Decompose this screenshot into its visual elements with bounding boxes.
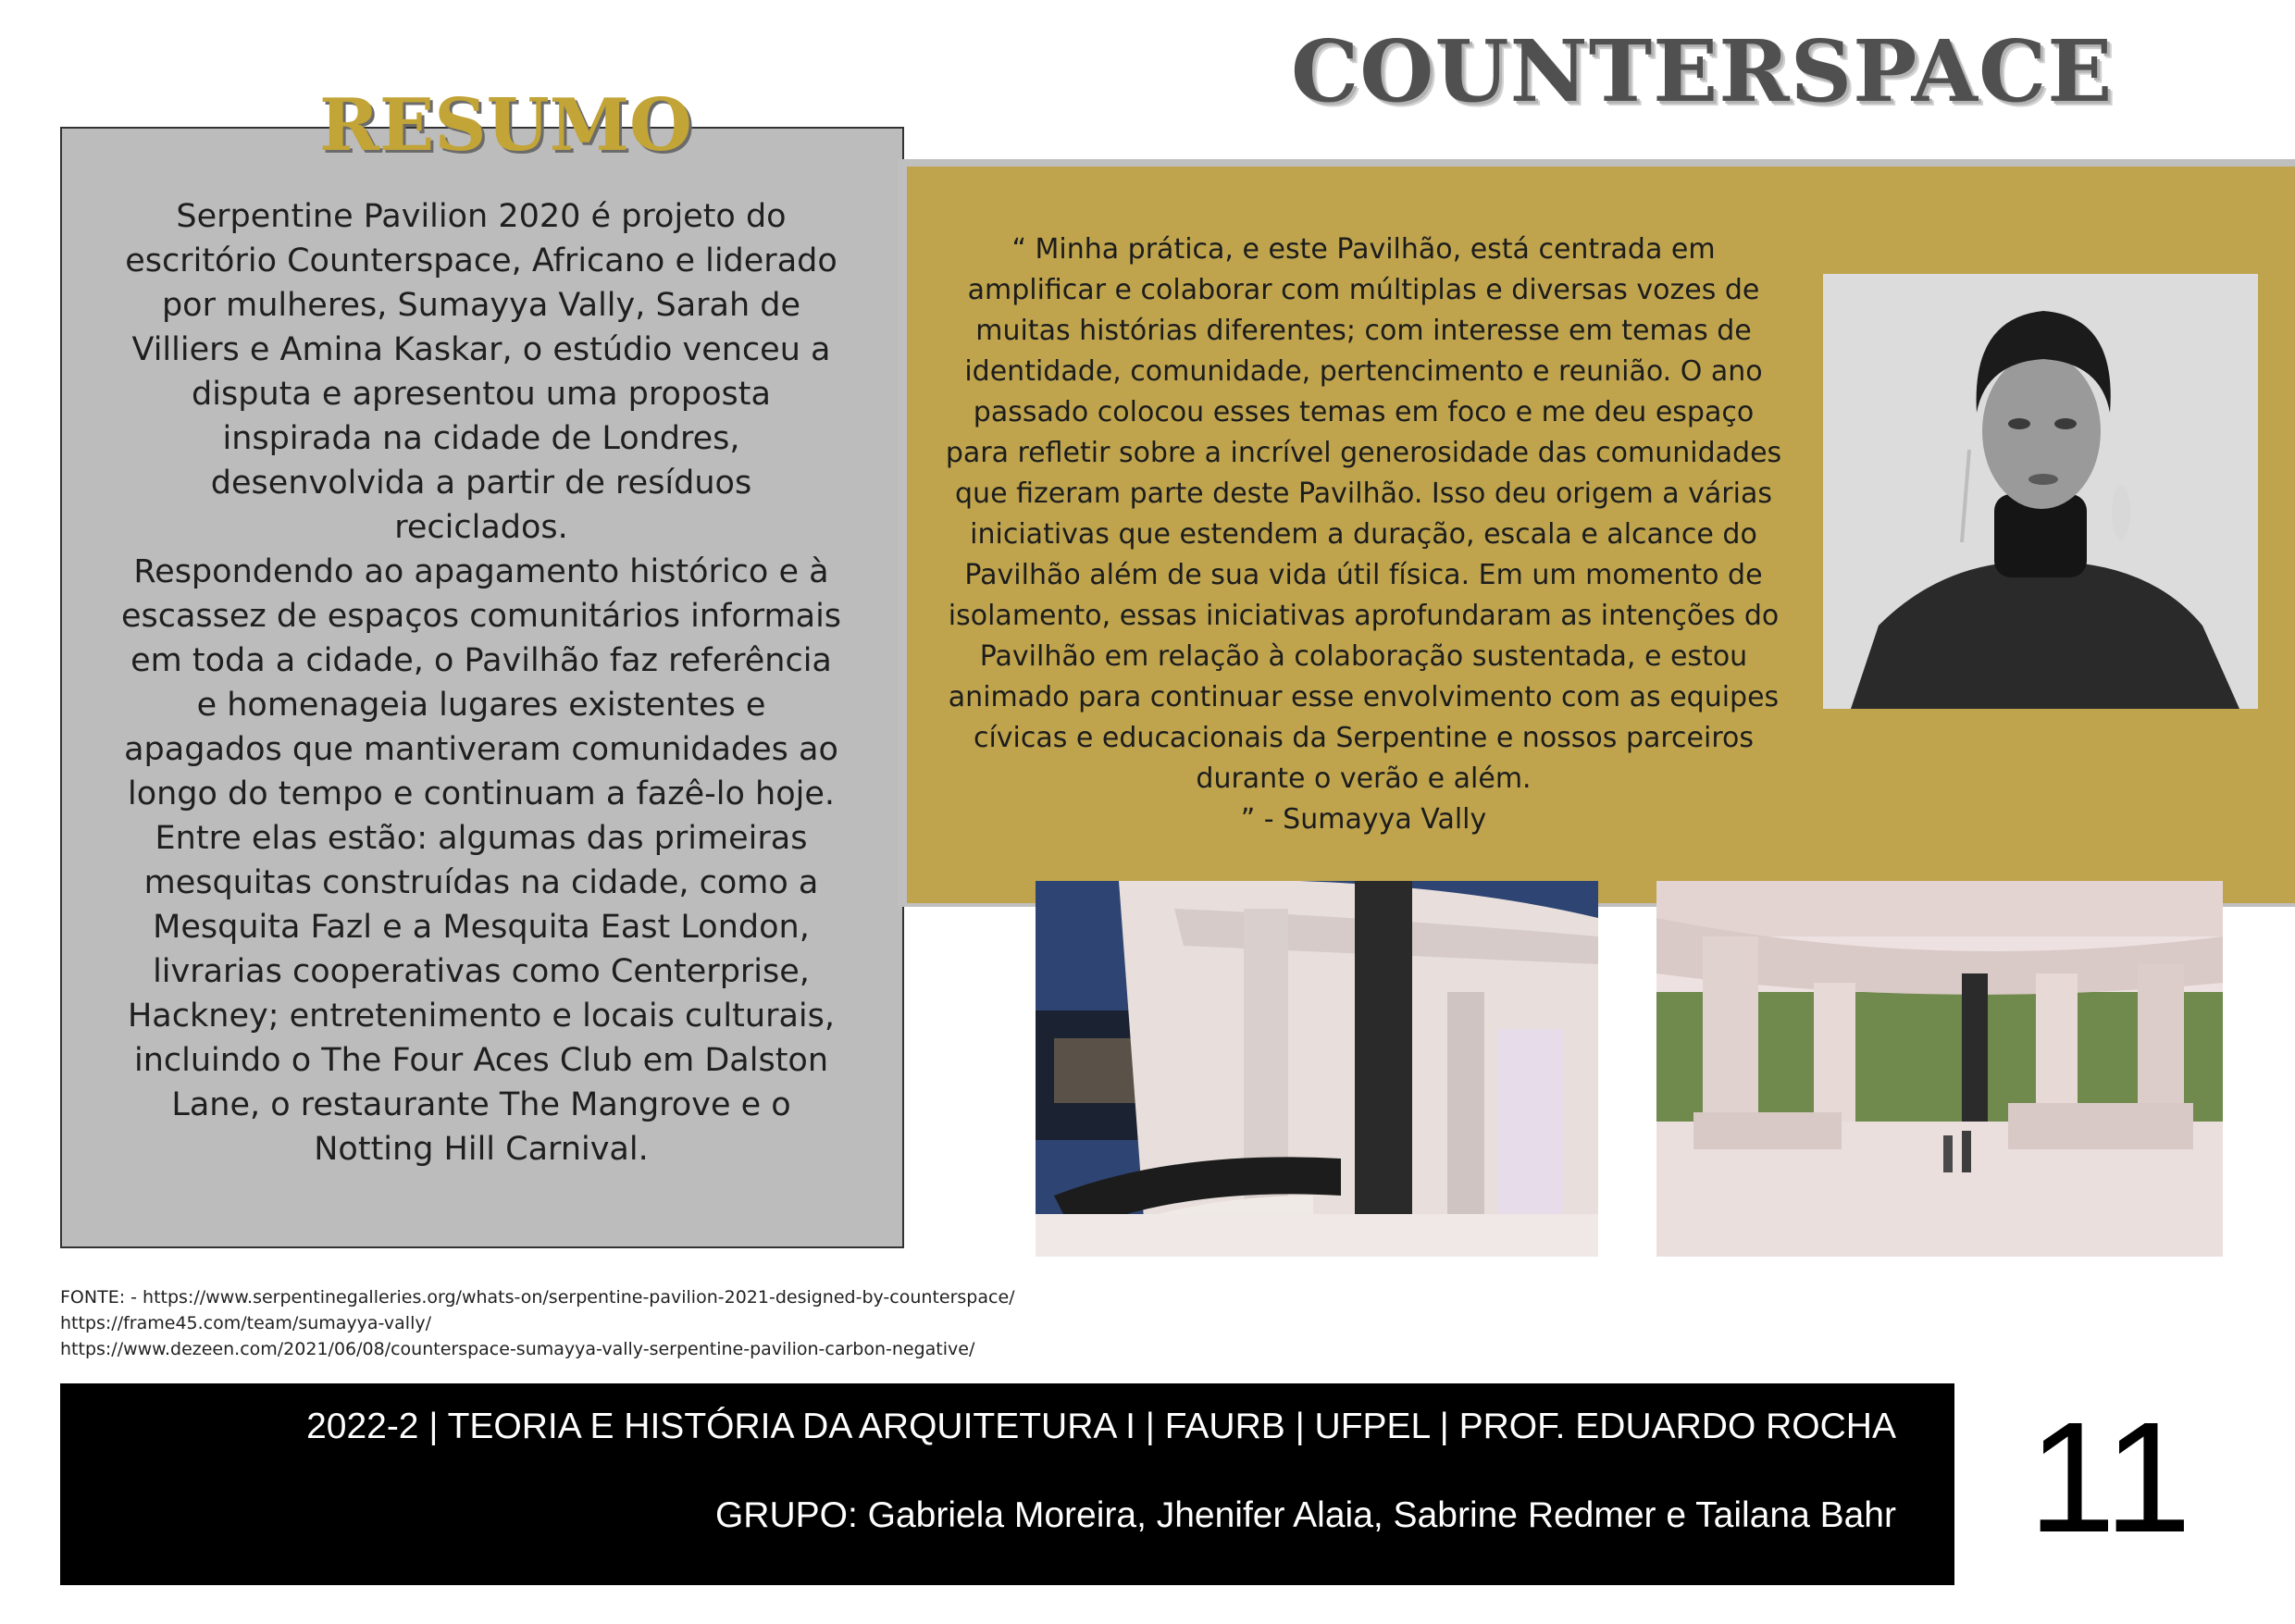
source-line-1: FONTE: - https://www.serpentinegalleries.org/whats-on/serpentine-pavilion-2021-designed-by-counterspace/ <box>60 1287 1015 1308</box>
pavilion-photo-day <box>1656 881 2223 1257</box>
footer-course: 2022-2 | TEORIA E HISTÓRIA DA ARQUITETURA I | FAURB | UFPEL | PROF. EDUARDO ROCHA <box>306 1407 1896 1446</box>
page-title: COUNTERSPACE <box>1291 21 2114 121</box>
source-line-2: https://frame45.com/team/sumayya-vally/ <box>60 1313 431 1333</box>
resumo-paragraph-1: Serpentine Pavilion 2020 é projeto do escritório Counterspace, Africano e liderado por mulheres, Sumayya Vally, Sarah de Villiers e Amina Kaskar, o estúdio venceu a disputa e apresentou uma proposta inspirada na cidade de Londres, desenvolvida a partir de resíduos reciclados. <box>125 198 837 546</box>
resumo-heading: RESUMO <box>319 83 692 167</box>
quote-text <box>940 229 1787 840</box>
page-number: 11 <box>2028 1390 2192 1566</box>
quote-body: “ Minha prática, e este Pavilhão, está centrada em amplificar e colaborar com múltiplas e diversas vozes de muitas histórias diferentes; com interesse em temas de identidade, comunidade, pertencimento e reunião. O ano passado colocou esses temas em foco e me deu espaço para refletir sobre a incrível generosidade das comunidades que fizeram parte deste Pavilhão. Isso deu origem a várias iniciativas que estendem a duração, escala e alcance do Pavilhão além de sua vida útil física. Em um momento de isolamento, essas iniciativas aprofundaram as intenções do Pavilhão em relação à colaboração sustentada, e estou animado para continuar esse envolvimento com as equipes cívicas e educacionais da Serpentine e nossos parceiros durante o verão e além. <box>945 233 1782 795</box>
footer-group: GRUPO: Gabriela Moreira, Jhenifer Alaia, Sabrine Redmer e Tailana Bahr <box>714 1495 1896 1535</box>
quote-attribution: ” - Sumayya Vally <box>1240 803 1487 836</box>
pavilion-night-image <box>1036 881 1598 1257</box>
resumo-paragraph-2: Respondendo ao apagamento histórico e à escassez de espaços comunitários informais em toda a cidade, o Pavilhão faz referência e homenageia lugares existentes e apagados que mantiveram comunidades ao longo do tempo e continuam a fazê-lo hoje. Entre elas estão: algumas das primeiras mesquitas construídas na cidade, como a Mesquita Fazl e a Mesquita East London, livrarias cooperativas como Centerprise, Hackney; entretenimento e locais culturais, incluindo o The Four Aces Club em Dalston Lane, o restaurante The Mangrove e o Notting Hill Carnival. <box>120 553 842 1168</box>
portrait-photo <box>1823 274 2258 709</box>
source-line-3: https://www.dezeen.com/2021/06/08/counterspace-sumayya-vally-serpentine-pavilion-carbon-negative/ <box>60 1339 975 1359</box>
pavilion-photo-night <box>1036 881 1598 1257</box>
sources <box>60 1284 1263 1362</box>
portrait-image <box>1823 274 2258 709</box>
footer-bar <box>60 1383 1954 1585</box>
resumo-text <box>120 194 842 1172</box>
pavilion-day-image <box>1656 881 2223 1257</box>
